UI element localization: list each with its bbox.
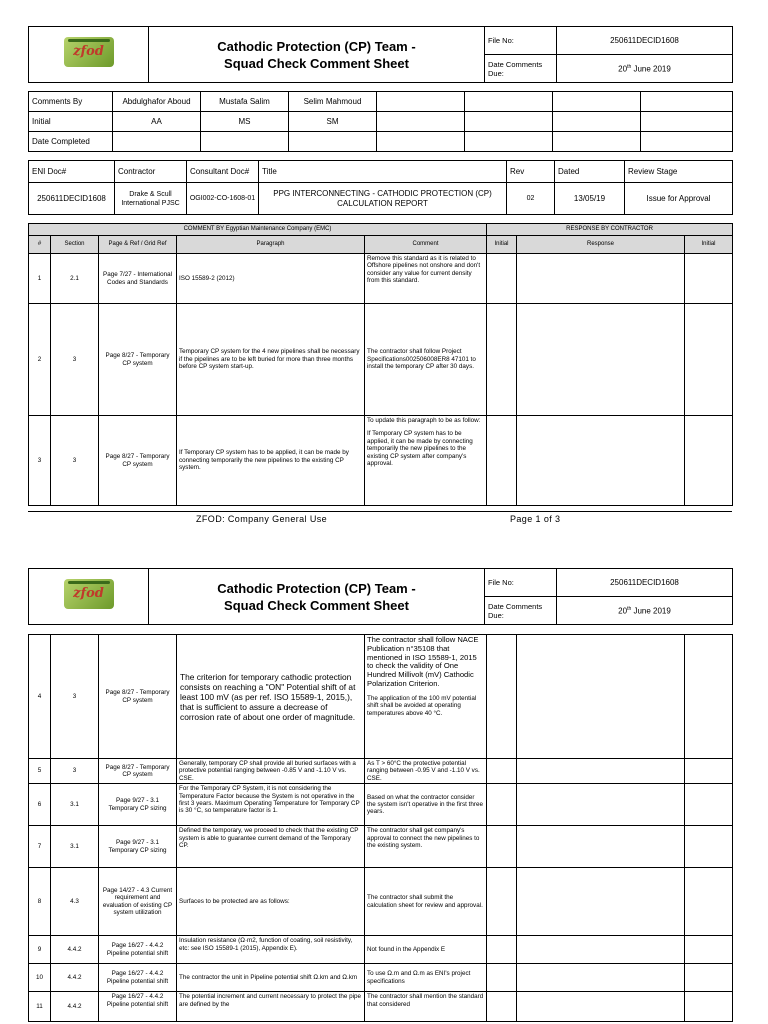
row-initial — [487, 936, 517, 964]
row-paragraph: Generally, temporary CP shall provide all buried surfaces with a protective potential ranging between -0.85 V and -1.10 V vs. CSE. — [177, 759, 365, 784]
row-response — [517, 784, 685, 826]
row-ref: Page 8/27 - Temporary CP system — [99, 416, 177, 506]
col-page-ref: Page & Ref / Grid Ref — [99, 236, 177, 254]
file-no-label: File No: — [485, 27, 557, 55]
comment-part-2: The application of the 100 mV potential shift shall be avoided at operating temperatures above 40 °C. — [367, 694, 477, 717]
row-response-initial — [685, 784, 733, 826]
comment-part-1: To update this paragraph to be as follow: — [367, 417, 481, 424]
date-due-value: 20th June 2019 — [557, 597, 733, 625]
row-response-initial — [685, 868, 733, 936]
row-response-initial — [685, 254, 733, 304]
empty-cell — [641, 112, 733, 132]
reviewer-initial-2: MS — [201, 112, 289, 132]
dated-value: 13/05/19 — [555, 183, 625, 215]
col-consultant-doc: Consultant Doc# — [187, 161, 259, 183]
row-number: 4 — [29, 635, 51, 759]
row-response — [517, 635, 685, 759]
empty-cell — [465, 112, 553, 132]
contractor-group-header: RESPONSE BY CONTRACTOR — [487, 224, 733, 236]
row-initial — [487, 304, 517, 416]
sheet-title: Cathodic Protection (CP) Team - Squad Check Comment Sheet — [149, 27, 485, 83]
table-row — [29, 826, 733, 868]
row-number: 11 — [29, 992, 51, 1022]
logo-cell — [29, 27, 149, 83]
row-response-initial — [685, 304, 733, 416]
row-paragraph: The criterion for temporary cathodic protection consists on reaching a "ON" Potential shift of at least 100 mV (as per ref. ISO 15589-1, 2015,), that is sufficient to assure a decrease of corrosion rate of about one order of magnitude. — [177, 635, 365, 759]
row-initial — [487, 254, 517, 304]
table-row — [29, 784, 733, 826]
row-number: 8 — [29, 868, 51, 936]
empty-cell — [377, 132, 465, 152]
row-paragraph: For the Temporary CP System, it is not considering the Temperature Factor because the System is not operative in the first 3 years. Maximum Operating Temperature for Temporary CP is 30 °C, so temperature factor is 1. — [177, 784, 365, 826]
row-section: 4.4.2 — [51, 964, 99, 992]
col-dated: Dated — [555, 161, 625, 183]
reviewer-name-3: Selim Mahmoud — [289, 92, 377, 112]
row-section: 4.3 — [51, 868, 99, 936]
col-initial: Initial — [487, 236, 517, 254]
row-initial — [487, 826, 517, 868]
table-row — [29, 304, 733, 416]
row-section: 3 — [51, 635, 99, 759]
doc-info-table — [28, 160, 733, 215]
table-row — [29, 992, 733, 1022]
contractor-value: Drake & Scull International PJSC — [115, 183, 187, 215]
row-comment: To use Ω.m and Ω.m as ENI's project specifications — [365, 964, 487, 992]
empty-cell — [377, 92, 465, 112]
eni-doc-value: 250611DECID1608 — [29, 183, 115, 215]
row-response — [517, 416, 685, 506]
row-initial — [487, 964, 517, 992]
row-initial — [487, 759, 517, 784]
row-ref: Page 8/27 - Temporary CP system — [99, 304, 177, 416]
row-section: 3 — [51, 759, 99, 784]
reviewer-initial-1: AA — [113, 112, 201, 132]
date-completed-label: Date Completed — [29, 132, 113, 152]
file-no-label: File No: — [485, 569, 557, 597]
rev-value: 02 — [507, 183, 555, 215]
row-comment: Not found in the Appendix E — [365, 936, 487, 964]
table-row — [29, 416, 733, 506]
table-row — [29, 964, 733, 992]
empty-cell — [201, 132, 289, 152]
row-response — [517, 964, 685, 992]
emc-group-header: COMMENT BY Egyptian Maintenance Company (EMC) — [29, 224, 487, 236]
col-contractor: Contractor — [115, 161, 187, 183]
row-response — [517, 826, 685, 868]
row-ref: Page 7/27 - International Codes and Standards — [99, 254, 177, 304]
comment-table — [28, 223, 733, 506]
col-rev: Rev — [507, 161, 555, 183]
col-response: Response — [517, 236, 685, 254]
row-section: 4.4.2 — [51, 936, 99, 964]
empty-cell — [553, 112, 641, 132]
comment-table-page-2 — [28, 634, 733, 1022]
row-section: 3 — [51, 416, 99, 506]
row-initial — [487, 868, 517, 936]
row-number: 1 — [29, 254, 51, 304]
date-due-label: Date Comments Due: — [485, 597, 557, 625]
row-comment: As T > 60°C the protective potential ranging between -0.95 V and -1.10 V vs. CSE. — [365, 759, 487, 784]
row-response-initial — [685, 826, 733, 868]
footer-page: Page 1 of 3 — [510, 514, 561, 524]
footer-classification: ZFOD: Company General Use — [196, 514, 328, 524]
row-initial — [487, 635, 517, 759]
comments-by-label: Comments By — [29, 92, 113, 112]
row-response-initial — [685, 416, 733, 506]
title-value: PPG INTERCONNECTING - CATHODIC PROTECTION (CP) CALCULATION REPORT — [259, 183, 507, 215]
row-ref: Page 9/27 - 3.1 Temporary CP sizing — [99, 784, 177, 826]
reviewer-name-2: Mustafa Salim — [201, 92, 289, 112]
date-due-label: Date Comments Due: — [485, 55, 557, 83]
row-response-initial — [685, 936, 733, 964]
company-logo: zfod — [64, 37, 114, 67]
col-number: # — [29, 236, 51, 254]
empty-cell — [465, 92, 553, 112]
file-no-value: 250611DECID1608 — [557, 569, 733, 597]
empty-cell — [641, 132, 733, 152]
comment-part-1: The contractor shall follow NACE Publication n°35108 that mentioned in ISO 15589-1, 2015 to check the validity of One Hundred Millivolt (mV) Cathodic Polarization Criterion. — [367, 635, 479, 688]
row-number: 5 — [29, 759, 51, 784]
row-paragraph: If Temporary CP system has to be applied, it can be made by connecting temporarily the new pipelines to the existing CP system. — [177, 416, 365, 506]
empty-cell — [465, 132, 553, 152]
row-comment: The contractor shall follow Project Specifications002506008ER8 47101 to install the temporary CP after 30 days. — [365, 304, 487, 416]
table-row — [29, 759, 733, 784]
row-section: 3 — [51, 304, 99, 416]
row-number: 9 — [29, 936, 51, 964]
row-comment: The contractor shall mention the standard that considered — [365, 992, 487, 1022]
row-ref: Page 16/27 - 4.4.2 Pipeline potential shift — [99, 936, 177, 964]
row-number: 10 — [29, 964, 51, 992]
company-logo: zfod — [64, 579, 114, 609]
col-section: Section — [51, 236, 99, 254]
table-row — [29, 635, 733, 759]
row-paragraph: The contractor the unit in Pipeline potential shift Ω.km and Ω.km — [177, 964, 365, 992]
empty-cell — [553, 132, 641, 152]
row-response-initial — [685, 635, 733, 759]
reviewers-table — [28, 91, 733, 152]
empty-cell — [553, 92, 641, 112]
reviewer-initial-3: SM — [289, 112, 377, 132]
table-row — [29, 868, 733, 936]
file-no-value: 250611DECID1608 — [557, 27, 733, 55]
row-comment: The contractor shall submit the calculation sheet for review and approval. — [365, 868, 487, 936]
row-comment — [365, 416, 487, 506]
footer-rule — [28, 511, 732, 512]
row-response-initial — [685, 992, 733, 1022]
col-eni-doc: ENI Doc# — [29, 161, 115, 183]
row-section: 2.1 — [51, 254, 99, 304]
row-section: 4.4.2 — [51, 992, 99, 1022]
reviewer-name-1: Abdulghafor Aboud — [113, 92, 201, 112]
row-comment: Based on what the contractor consider the system isn't operative in the first three years. — [365, 784, 487, 826]
empty-cell — [377, 112, 465, 132]
row-comment — [365, 635, 487, 759]
row-initial — [487, 992, 517, 1022]
row-section: 3.1 — [51, 826, 99, 868]
row-comment: Remove this standard as it is related to Offshore pipelines not onshore and don't consider any value for current density from this standard. — [365, 254, 487, 304]
row-section: 3.1 — [51, 784, 99, 826]
row-response-initial — [685, 964, 733, 992]
row-ref: Page 14/27 - 4.3 Current requirement and evaluation of existing CP system utilization — [99, 868, 177, 936]
col-comment: Comment — [365, 236, 487, 254]
date-due-value: 20th June 2019 — [557, 55, 733, 83]
review-stage-value: Issue for Approval — [625, 183, 733, 215]
col-title: Title — [259, 161, 507, 183]
table-row — [29, 936, 733, 964]
row-response — [517, 254, 685, 304]
row-response — [517, 304, 685, 416]
row-response — [517, 759, 685, 784]
col-paragraph: Paragraph — [177, 236, 365, 254]
header-table — [28, 26, 733, 83]
row-comment: The contractor shall get company's approval to connect the new pipelines to the existing system. — [365, 826, 487, 868]
row-ref: Page 8/27 - Temporary CP system — [99, 759, 177, 784]
comment-part-2: If Temporary CP system has to be applied, it can be made by connecting temporarily the new pipelines to the existing CP system after company's approval. — [367, 430, 473, 468]
row-response — [517, 936, 685, 964]
row-ref: Page 16/27 - 4.4.2 Pipeline potential shift — [99, 992, 177, 1022]
row-number: 3 — [29, 416, 51, 506]
logo-cell — [29, 569, 149, 625]
row-response-initial — [685, 759, 733, 784]
consultant-doc-value: OGI002-CO-1608-01 — [187, 183, 259, 215]
row-ref: Page 16/27 - 4.4.2 Pipeline potential shift — [99, 964, 177, 992]
row-number: 2 — [29, 304, 51, 416]
row-paragraph: Temporary CP system for the 4 new pipelines shall be necessary if the pipelines are to be left buried for more than three months before CP system start-up. — [177, 304, 365, 416]
empty-cell — [289, 132, 377, 152]
header-table-page-2 — [28, 568, 733, 625]
row-paragraph: Surfaces to be protected are as follows: — [177, 868, 365, 936]
row-paragraph: ISO 15589-2 (2012) — [177, 254, 365, 304]
row-paragraph: Insulation resistance (Ω·m2, function of coating, soil resistivity, etc: see ISO 15589-1 (2015), Appendix E). — [177, 936, 365, 964]
row-ref: Page 8/27 - Temporary CP system — [99, 635, 177, 759]
table-row — [29, 254, 733, 304]
row-ref: Page 9/27 - 3.1 Temporary CP sizing — [99, 826, 177, 868]
col-review-stage: Review Stage — [625, 161, 733, 183]
row-response — [517, 992, 685, 1022]
empty-cell — [113, 132, 201, 152]
row-initial — [487, 416, 517, 506]
row-paragraph: The potential increment and current necessary to protect the pipe are defined by the — [177, 992, 365, 1022]
sheet-title: Cathodic Protection (CP) Team - Squad Check Comment Sheet — [149, 569, 485, 625]
empty-cell — [641, 92, 733, 112]
col-response-initial: Initial — [685, 236, 733, 254]
row-paragraph: Defined the temporary, we proceed to check that the existing CP system is able to guarantee current demand of the Temporary CP. — [177, 826, 365, 868]
row-initial — [487, 784, 517, 826]
row-number: 7 — [29, 826, 51, 868]
row-response — [517, 868, 685, 936]
initial-label: Initial — [29, 112, 113, 132]
row-number: 6 — [29, 784, 51, 826]
